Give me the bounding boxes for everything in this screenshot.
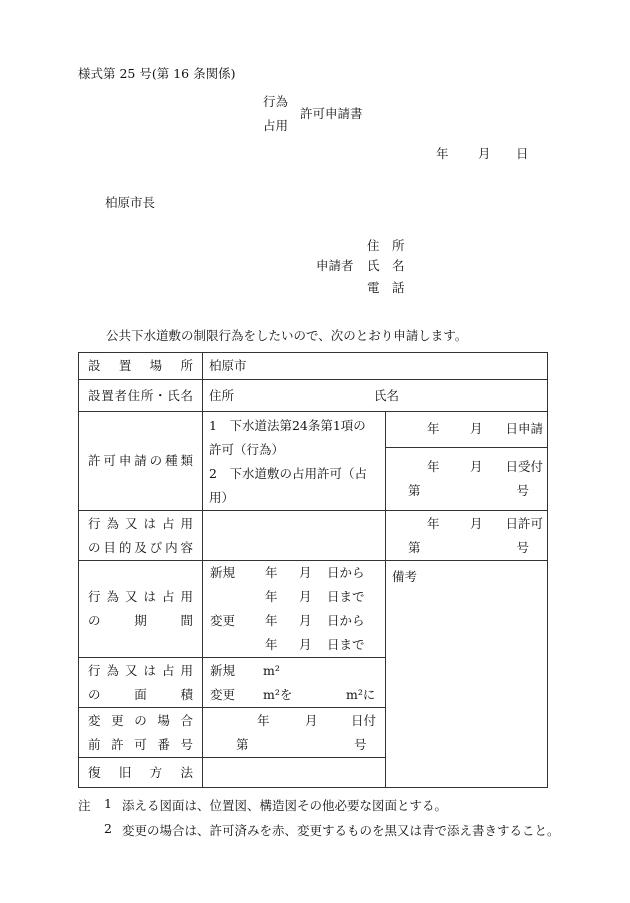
- permit-go: 号: [516, 539, 530, 555]
- period-month: 月: [299, 589, 312, 604]
- type-options[interactable]: [203, 412, 386, 511]
- prev-month: 月: [305, 712, 318, 728]
- applicant-label: 申請者: [316, 258, 354, 273]
- app-day: 日申請: [505, 421, 544, 437]
- table-row: [79, 511, 548, 561]
- area-label: [79, 658, 203, 708]
- permit-day: 日許可: [505, 515, 544, 531]
- prev-no: 第: [236, 736, 249, 752]
- period-label-1: 行為又は占用: [88, 589, 193, 604]
- installer-field[interactable]: [203, 380, 548, 412]
- app-year: 年: [427, 421, 440, 437]
- notes-prefix: 注: [78, 798, 91, 813]
- installer-label: 設置者住所・氏名: [79, 380, 203, 412]
- period-change: 変更: [210, 613, 236, 628]
- application-table: [78, 352, 548, 788]
- area-value[interactable]: [203, 658, 386, 708]
- type-option-2a: 2 下水道敷の占用許可（占: [209, 466, 367, 481]
- addressee: 柏原市長: [105, 195, 156, 210]
- prev-permit-value[interactable]: [203, 708, 386, 758]
- app-month: 月: [470, 421, 483, 437]
- applicant-name-label: 氏 名: [367, 258, 405, 273]
- period-year: 年: [265, 637, 278, 652]
- received-cell[interactable]: [386, 447, 548, 510]
- title-option-act: 行為: [263, 94, 289, 109]
- period-year: 年: [265, 565, 278, 580]
- period-month: 月: [299, 637, 312, 652]
- area-label-2a: の: [88, 686, 101, 702]
- recv-month: 月: [470, 458, 483, 474]
- type-label: 許可申請の種類: [79, 412, 203, 511]
- period-from: 日から: [327, 565, 365, 580]
- period-label-2b: 期: [134, 613, 147, 628]
- note-1-number: 1: [104, 796, 112, 811]
- title-suffix: 許可申請書: [300, 106, 363, 121]
- form-number: 様式第 25 号(第 16 条関係): [78, 66, 236, 81]
- prev-label-1: 変更の場合: [88, 712, 193, 728]
- intro-text: 公共下水道敷の制限行為をしたいので、次のとおり申請します。: [106, 328, 468, 343]
- purpose-label-1: 行為又は占用: [88, 515, 193, 531]
- permit-year: 年: [427, 515, 440, 531]
- remarks-cell[interactable]: [386, 561, 548, 788]
- installer-name-label: 氏名: [374, 387, 400, 403]
- area-unit: m²: [263, 662, 280, 678]
- area-unit-ni: m²に: [346, 686, 376, 702]
- date-month: 月: [478, 146, 491, 161]
- title-option-occupancy: 占用: [263, 118, 289, 133]
- type-option-2b: 用）: [209, 490, 235, 505]
- purpose-label: [79, 511, 203, 561]
- period-to: 日まで: [327, 589, 365, 604]
- recv-year: 年: [427, 458, 440, 474]
- purpose-value[interactable]: [203, 511, 386, 561]
- installer-address-label: 住所: [209, 387, 235, 403]
- applicant-phone-label: 電 話: [367, 280, 405, 295]
- period-month: 月: [299, 613, 312, 628]
- recv-day: 日受付: [505, 458, 544, 474]
- area-unit-wo: m²を: [263, 686, 293, 702]
- period-new: 新規: [210, 565, 236, 580]
- table-row: [79, 380, 548, 412]
- application-date-cell[interactable]: [386, 412, 548, 448]
- table-row: [79, 561, 548, 658]
- table-row: [79, 353, 548, 380]
- recv-go: 号: [516, 482, 530, 498]
- prev-day: 日付: [351, 712, 377, 728]
- period-label-2c: 間: [180, 613, 193, 628]
- area-change: 変更: [210, 686, 236, 702]
- type-option-1a: 1 下水道法第24条第1項の: [209, 418, 366, 433]
- prev-label-2: 前許可番号: [88, 736, 193, 752]
- date-day: 日: [516, 146, 529, 161]
- restore-value[interactable]: [203, 758, 386, 788]
- note-2-number: 2: [104, 821, 112, 836]
- table-row: [79, 412, 548, 448]
- area-label-2b: 面: [134, 686, 147, 702]
- period-label-2a: の: [88, 613, 101, 628]
- note-2: 変更の場合は、許可済みを赤、変更するものを黒又は青で添え書きすること。: [122, 823, 560, 838]
- type-option-1b: 許可（行為）: [209, 442, 285, 457]
- period-year: 年: [265, 613, 278, 628]
- area-new: 新規: [210, 662, 236, 678]
- note-1: 添える図面は、位置図、構造図その他必要な図面とする。: [122, 798, 448, 813]
- period-to: 日まで: [327, 637, 365, 652]
- location-label: 設置場所: [79, 353, 203, 380]
- period-year: 年: [265, 589, 278, 604]
- area-label-1: 行為又は占用: [88, 662, 193, 678]
- period-month: 月: [299, 565, 312, 580]
- restore-label: 復旧方法: [79, 758, 203, 788]
- prev-permit-label: [79, 708, 203, 758]
- area-label-2c: 積: [180, 686, 193, 702]
- prev-go: 号: [354, 736, 367, 752]
- date-year: 年: [436, 146, 449, 161]
- recv-no: 第: [408, 482, 421, 498]
- prev-year: 年: [257, 712, 270, 728]
- permit-no: 第: [408, 539, 421, 555]
- location-value[interactable]: 柏原市: [203, 353, 548, 380]
- period-value[interactable]: [203, 561, 386, 658]
- permit-month: 月: [470, 515, 483, 531]
- period-label: [79, 561, 203, 658]
- permit-cell[interactable]: [386, 511, 548, 561]
- applicant-address-label: 住 所: [367, 238, 405, 253]
- purpose-label-2: の目的及び内容: [88, 539, 193, 555]
- area-label-2: [88, 683, 193, 707]
- period-label-2: [88, 609, 193, 633]
- period-from: 日から: [327, 613, 365, 628]
- remarks-label: 備考: [392, 569, 418, 584]
